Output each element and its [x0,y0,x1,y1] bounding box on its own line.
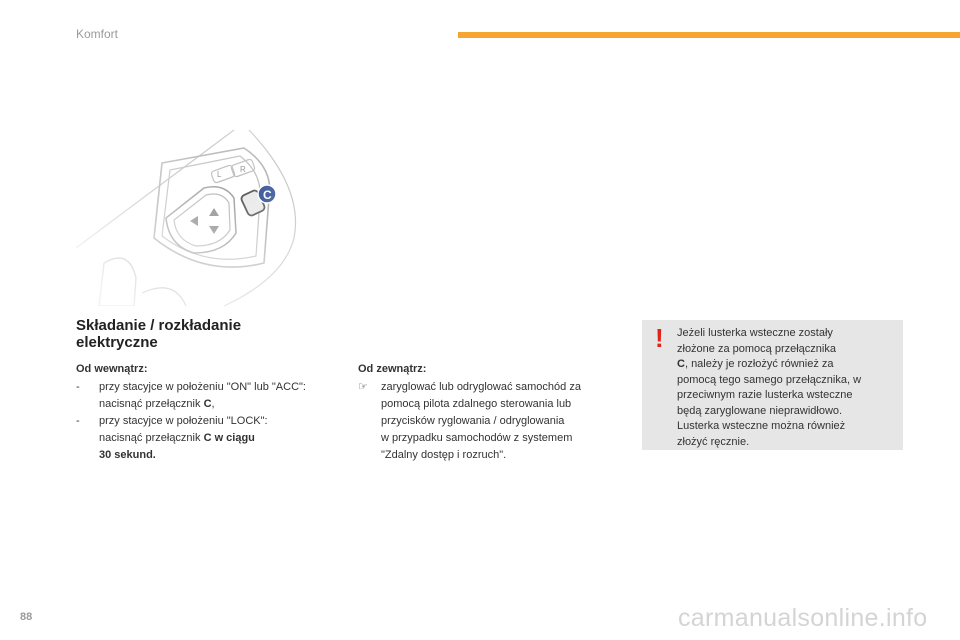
warning-line-1: Jeżeli lusterka wsteczne zostały [677,327,833,339]
outside-line-1: zaryglować lub odryglować samochód za [381,381,581,393]
inside-item-1-line-2: nacisnąć przełącznik C, [99,398,215,410]
outside-line-5: "Zdalny dostęp i rozruch". [381,449,507,461]
pointing-hand-icon: ☞ [358,381,368,393]
warning-line-4: pomocą tego samego przełącznika, w [677,373,862,386]
outside-title: Od zewnątrz: [358,363,427,375]
inside-item-2 [76,413,346,464]
inside-item-2-line-2: nacisnąć przełącznik C w ciągu [99,432,255,444]
warning-line-2: złożone za pomocą przełącznika [677,342,836,355]
warning-line-7: Lusterka wsteczne można również [677,420,846,432]
warning-line-3: C, należy je rozłożyć również za [677,358,834,370]
warning-line-6: będą zaryglowane nieprawidłowo. [677,404,843,417]
inside-item-2-line-1: przy stacyjce w położeniu "LOCK": [99,415,268,427]
inside-title: Od wewnątrz: [76,363,148,375]
section-title: Komfort [76,27,119,41]
mirror-switch-illustration [74,128,306,306]
bullet-dash: - [76,381,80,393]
outside-line-3: przycisków ryglowania / odryglowania [381,415,565,427]
warning-line-5: przeciwnym razie lusterka wsteczne [677,389,853,401]
inside-instructions [76,361,346,464]
heading-line-2: elektryczne [76,334,158,351]
warning-line-8: złożyć ręcznie. [677,435,750,448]
outside-instructions [358,361,618,464]
section-heading [76,317,336,351]
inside-item-2-line-3: 30 sekund. [99,449,156,461]
warning-note [642,320,903,450]
watermark-text: carmanualsonline.info [678,604,928,632]
warning-text [677,326,895,450]
bullet-dash: - [76,415,80,427]
outside-item [358,379,618,464]
section-accent-bar [458,32,960,38]
heading-line-1: Składanie / rozkładanie [76,317,242,334]
inside-item-1-line-1: przy stacyjce w położeniu "ON" lub "ACC": [99,381,306,393]
page-number: 88 [20,611,33,623]
outside-line-4: w przypadku samochodów z systemem [381,432,573,444]
outside-line-2: pomocą pilota zdalnego sterowania lub [381,398,572,410]
inside-item-1 [76,379,346,413]
warning-exclamation-icon: ! [655,323,664,353]
